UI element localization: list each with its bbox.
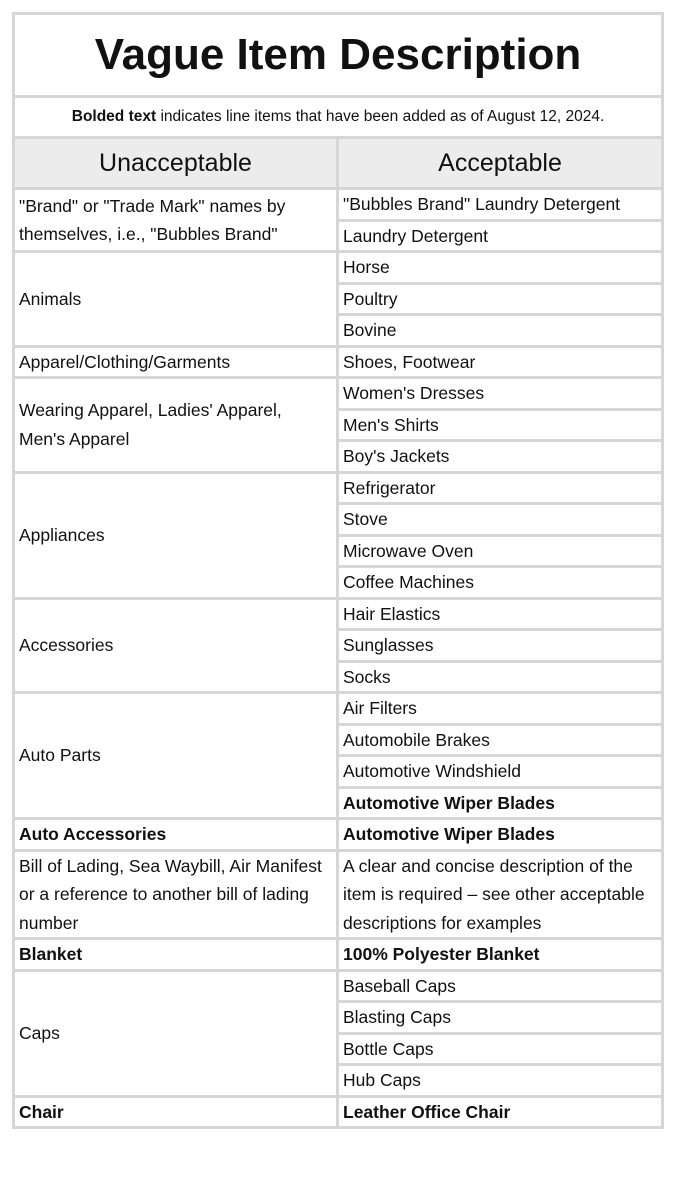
acceptable-cell: Automobile Brakes (338, 724, 663, 756)
acceptable-cell: Microwave Oven (338, 535, 663, 567)
vague-item-table (12, 12, 664, 1129)
acceptable-cell: Hair Elastics (338, 598, 663, 630)
table-row (14, 693, 663, 725)
unacceptable-cell: Chair (14, 1096, 338, 1128)
acceptable-cell: Women's Dresses (338, 378, 663, 410)
acceptable-cell: Coffee Machines (338, 567, 663, 599)
page-title: Vague Item Description (14, 14, 663, 97)
acceptable-cell: Stove (338, 504, 663, 536)
unacceptable-cell: Auto Parts (14, 693, 338, 819)
table-row (14, 819, 663, 851)
acceptable-cell: Laundry Detergent (338, 220, 663, 252)
note-row (14, 97, 663, 138)
acceptable-cell: Socks (338, 661, 663, 693)
table-row (14, 850, 663, 939)
header-acceptable: Acceptable (338, 138, 663, 189)
unacceptable-cell: Auto Accessories (14, 819, 338, 851)
table-row (14, 1096, 663, 1128)
acceptable-cell: Bottle Caps (338, 1033, 663, 1065)
table-row (14, 189, 663, 221)
note-bold: Bolded text (71, 107, 157, 125)
table-row (14, 378, 663, 410)
table-row (14, 598, 663, 630)
acceptable-cell: Boy's Jackets (338, 441, 663, 473)
acceptable-cell: Blasting Caps (338, 1002, 663, 1034)
unacceptable-cell: Blanket (14, 939, 338, 971)
acceptable-cell: Automotive Wiper Blades (338, 819, 663, 851)
acceptable-cell: Bovine (338, 315, 663, 347)
unacceptable-cell: Apparel/Clothing/Garments (14, 346, 338, 378)
acceptable-cell: "Bubbles Brand" Laundry Detergent (338, 189, 663, 221)
unacceptable-cell: Caps (14, 970, 338, 1096)
table-row (14, 939, 663, 971)
header-unacceptable: Unacceptable (14, 138, 338, 189)
unacceptable-cell: Wearing Apparel, Ladies' Apparel, Men's Apparel (14, 378, 338, 473)
table-row (14, 346, 663, 378)
table-row (14, 472, 663, 504)
acceptable-cell: Air Filters (338, 693, 663, 725)
acceptable-cell: A clear and concise description of the item is required – see other acceptable descriptions for examples (338, 850, 663, 939)
unacceptable-cell: Bill of Lading, Sea Waybill, Air Manifest or a reference to another bill of lading number (14, 850, 338, 939)
unacceptable-cell: Animals (14, 252, 338, 347)
acceptable-cell: Sunglasses (338, 630, 663, 662)
acceptable-cell: Leather Office Chair (338, 1096, 663, 1128)
acceptable-cell: Refrigerator (338, 472, 663, 504)
header-row (14, 138, 663, 189)
table-row (14, 252, 663, 284)
acceptable-cell: Men's Shirts (338, 409, 663, 441)
acceptable-cell: Hub Caps (338, 1065, 663, 1097)
acceptable-cell: 100% Polyester Blanket (338, 939, 663, 971)
note-rest: indicates line items that have been added as of August 12, 2024. (156, 107, 605, 125)
table-row (14, 970, 663, 1002)
unacceptable-cell: Appliances (14, 472, 338, 598)
acceptable-cell: Horse (338, 252, 663, 284)
table-body (14, 189, 663, 1128)
document (12, 12, 661, 1129)
acceptable-cell: Shoes, Footwear (338, 346, 663, 378)
note (14, 97, 663, 138)
acceptable-cell: Automotive Wiper Blades (338, 787, 663, 819)
unacceptable-cell: "Brand" or "Trade Mark" names by themselves, i.e., "Bubbles Brand" (14, 189, 338, 252)
acceptable-cell: Baseball Caps (338, 970, 663, 1002)
acceptable-cell: Automotive Windshield (338, 756, 663, 788)
title-row (14, 14, 663, 97)
acceptable-cell: Poultry (338, 283, 663, 315)
unacceptable-cell: Accessories (14, 598, 338, 693)
